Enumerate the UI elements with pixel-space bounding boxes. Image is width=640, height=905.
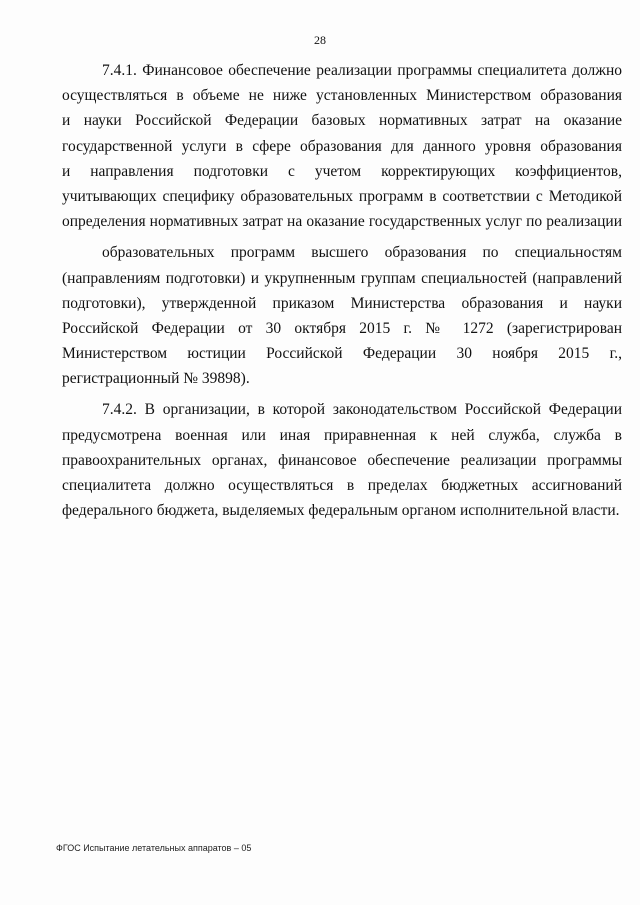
text-line: и науки Российской Федерации базовых нормативных затрат на оказание	[62, 112, 622, 130]
text-line: подготовки), утвержденной приказом Министерства образования и науки	[62, 294, 622, 312]
text-line: 7.4.1. Финансовое обеспечение реализации программы специалитета должно	[102, 62, 622, 79]
text-line: определения нормативных затрат на оказание государственных услуг по реализации	[62, 213, 622, 231]
text-line: осуществляться в объеме не ниже установленных Министерством образования	[62, 87, 622, 105]
text-line: (направлениям подготовки) и укрупненным группам специальностей (направлений	[62, 269, 622, 287]
text-line: и направления подготовки с учетом корректирующих коэффициентов,	[62, 162, 622, 180]
text-line: Российской Федерации от 30 октября 2015 г. № 1272 (зарегистрирован	[62, 319, 622, 337]
text-line: предусмотрена военная или иная приравненная к ней служба, служба в	[62, 426, 622, 444]
paragraph-7-4-2	[62, 397, 622, 523]
footer-label: ФГОС Испытание летательных аппаратов – 05	[56, 843, 252, 853]
page-number: 28	[314, 33, 326, 47]
text-line: 7.4.2. В организации, в которой законодательством Российской Федерации	[102, 401, 622, 419]
text-line: правоохранительных органах, финансовое обеспечение реализации программы	[62, 451, 622, 469]
text-line: федерального бюджета, выделяемых федеральным органом исполнительной власти.	[62, 502, 620, 520]
text-line: Министерством юстиции Российской Федерации 30 ноября 2015 г.,	[62, 345, 622, 363]
paragraph-7-4-1	[62, 58, 622, 234]
text-line: государственной услуги в сфере образования для данного уровня образования	[62, 137, 622, 155]
text-line: регистрационный № 39898).	[62, 370, 250, 388]
text-line: специалитета должно осуществляться в пределах бюджетных ассигнований	[62, 477, 622, 494]
document-body	[62, 58, 622, 523]
text-line: образовательных программ высшего образования по специальностям	[102, 244, 622, 262]
paragraph-continuation	[62, 240, 622, 391]
text-line: учитывающих специфику образовательных программ в соответствии с Методикой	[62, 187, 622, 205]
